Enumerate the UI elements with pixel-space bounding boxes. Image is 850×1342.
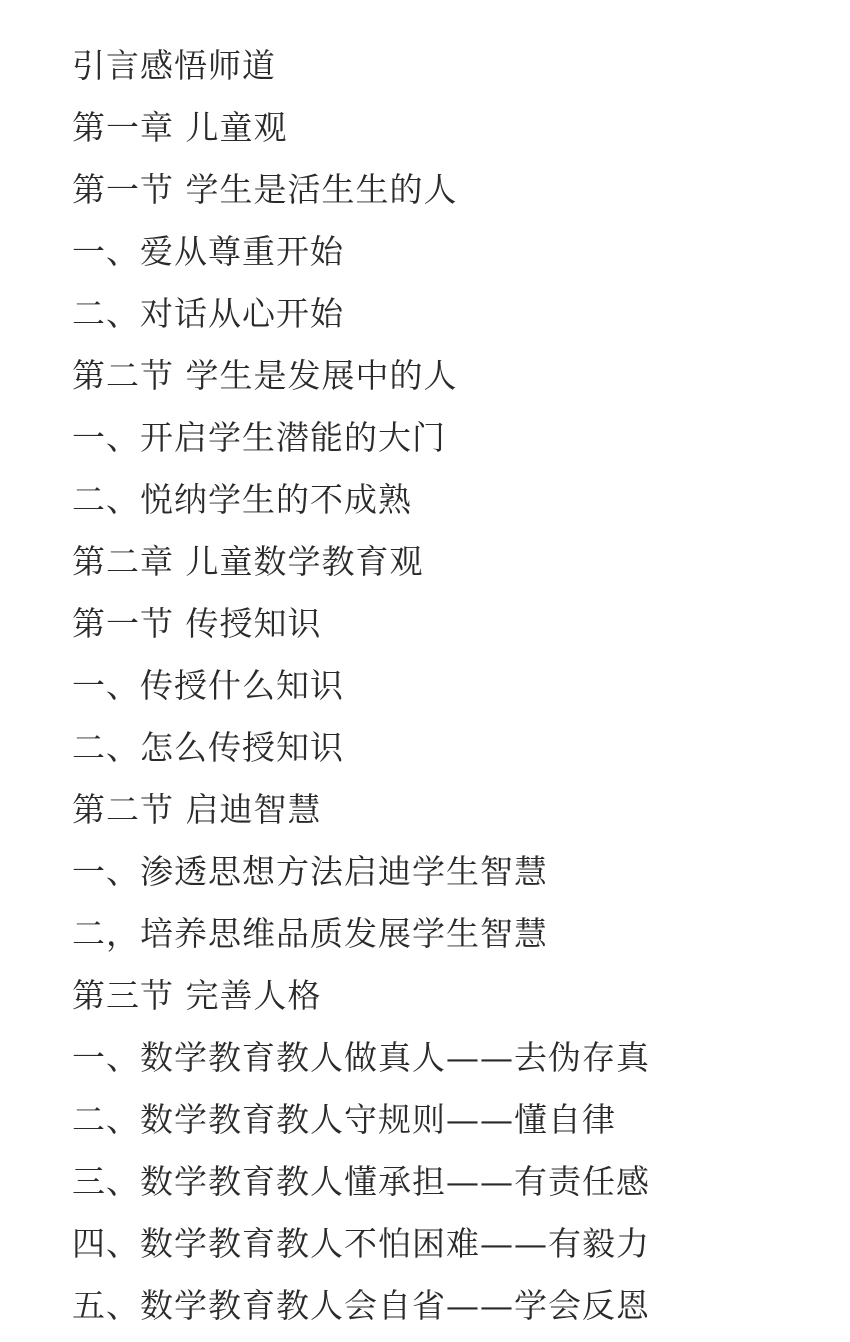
toc-chapter-2: 第二章 儿童数学教育观 xyxy=(72,542,424,581)
toc-item: 四、数学教育教人不怕困难——有毅力 xyxy=(72,1224,650,1263)
toc-item: 二，培养思维品质发展学生智慧 xyxy=(72,914,548,953)
toc-item: 二、怎么传授知识 xyxy=(72,728,344,767)
toc-chapter-1: 第一章 儿童观 xyxy=(72,108,288,147)
toc-ch1-section-2: 第二节 学生是发展中的人 xyxy=(72,356,458,395)
toc-ch2-section-1: 第一节 传授知识 xyxy=(72,604,322,643)
toc-item: 三、数学教育教人懂承担——有责任感 xyxy=(72,1162,650,1201)
toc-ch2-section-3: 第三节 完善人格 xyxy=(72,976,322,1015)
toc-item: 二、悦纳学生的不成熟 xyxy=(72,480,412,519)
toc-item: 二、对话从心开始 xyxy=(72,294,344,333)
toc-ch2-section-2: 第二节 启迪智慧 xyxy=(72,790,322,829)
table-of-contents xyxy=(72,40,832,1342)
toc-item: 一、传授什么知识 xyxy=(72,666,344,705)
toc-item: 一、数学教育教人做真人——去伪存真 xyxy=(72,1038,650,1077)
toc-intro: 引言感悟师道 xyxy=(72,46,276,85)
toc-item: 一、渗透思想方法启迪学生智慧 xyxy=(72,852,548,891)
toc-ch1-section-1: 第一节 学生是活生生的人 xyxy=(72,170,458,209)
toc-item: 一、开启学生潜能的大门 xyxy=(72,418,446,457)
toc-item: 一、爱从尊重开始 xyxy=(72,232,344,271)
toc-item: 五、数学教育教人会自省——学会反恩 xyxy=(72,1286,650,1325)
toc-item: 二、数学教育教人守规则——懂自律 xyxy=(72,1100,616,1139)
